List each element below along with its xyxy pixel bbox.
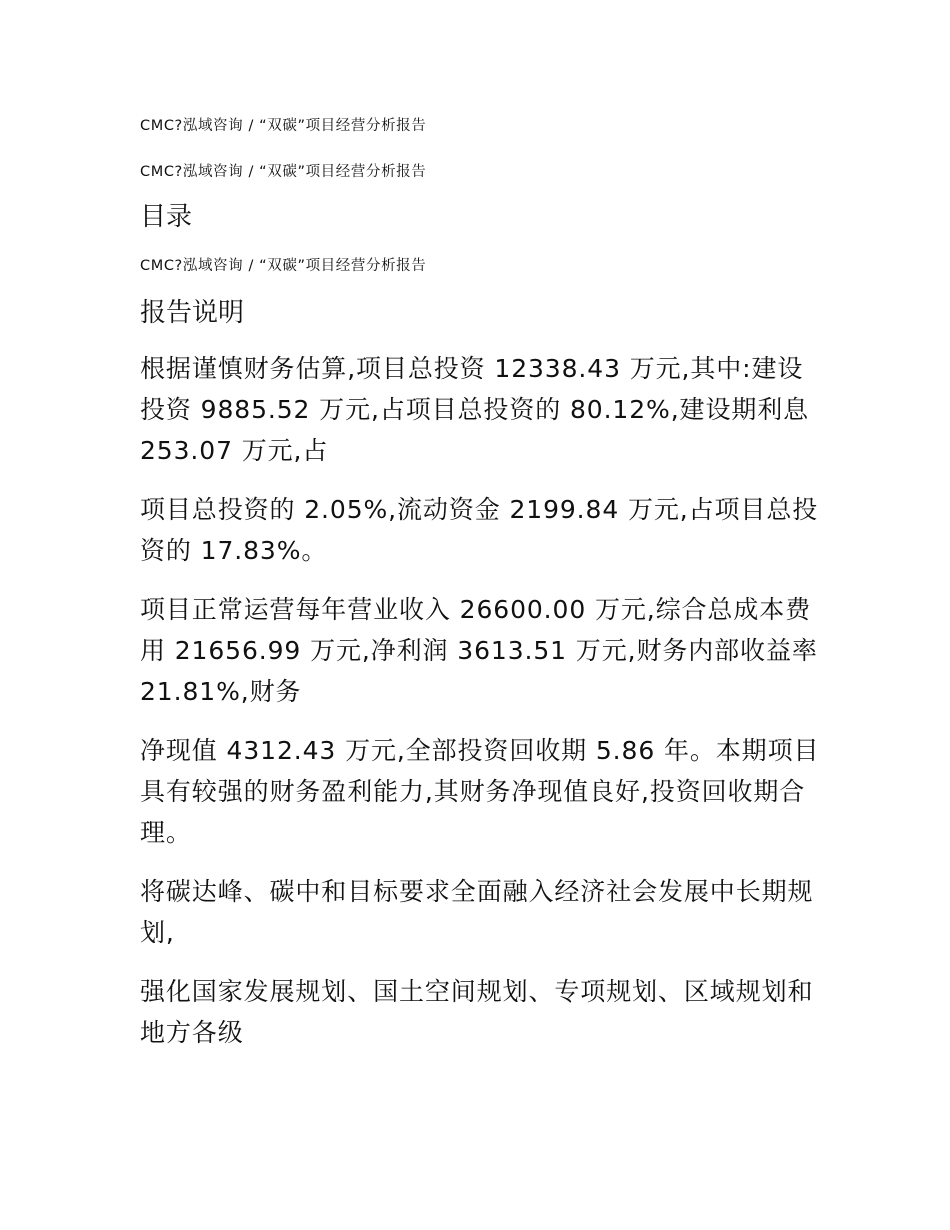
paragraph: 将碳达峰、碳中和目标要求全面融入经济社会发展中长期规划, bbox=[140, 877, 814, 947]
paragraph: 项目总投资的 2.05%,流动资金 2199.84 万元,占项目总投资的 17.83%。 bbox=[140, 495, 819, 565]
running-head: CMC?泓域咨询 / “双碳”项目经营分析报告 bbox=[140, 118, 427, 134]
paragraph: 根据谨慎财务估算,项目总投资 12338.43 万元,其中:建设投资 9885.52 万元,占项目总投资的 80.12%,建设期利息 253.07 万元,占 bbox=[140, 354, 810, 465]
paragraph: 项目正常运营每年营业收入 26600.00 万元,综合总成本费用 21656.99 万元,净利润 3613.51 万元,财务内部收益率 21.81%,财务 bbox=[140, 595, 818, 706]
page-content bbox=[140, 114, 820, 1071]
running-head: CMC?泓域咨询 / “双碳”项目经营分析报告 bbox=[140, 258, 427, 274]
section-title: 报告说明 bbox=[140, 298, 245, 328]
toc-title: 目录 bbox=[140, 202, 193, 232]
paragraph: 强化国家发展规划、国土空间规划、专项规划、区域规划和地方各级 bbox=[140, 977, 814, 1047]
running-head: CMC?泓域咨询 / “双碳”项目经营分析报告 bbox=[140, 164, 427, 180]
paragraph: 净现值 4312.43 万元,全部投资回收期 5.86 年。本期项目具有较强的财务盈利能力,其财务净现值良好,投资回收期合理。 bbox=[140, 736, 820, 847]
